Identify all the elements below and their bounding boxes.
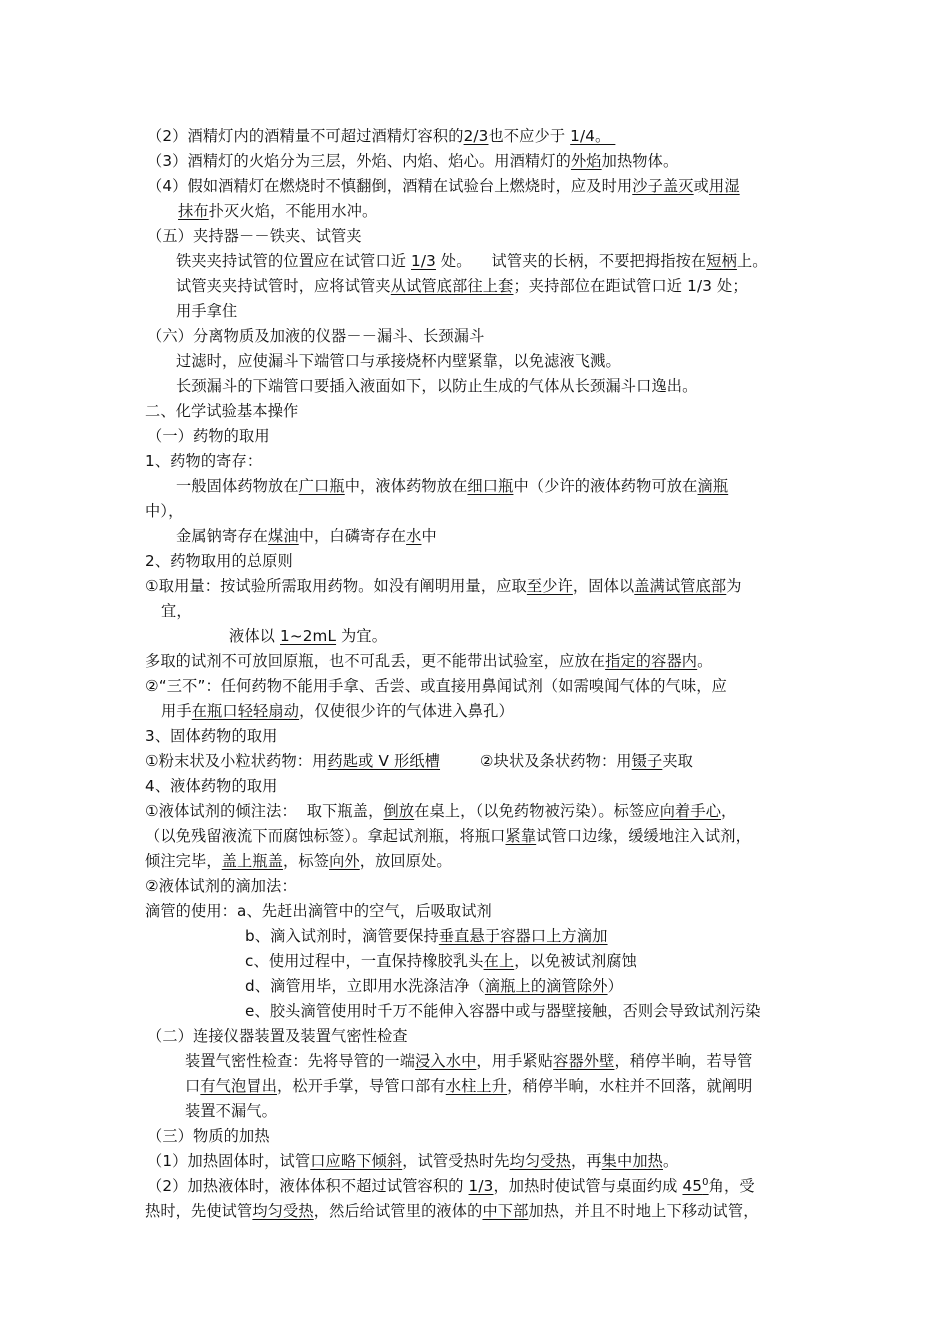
text-run: ，然后给试管里的液体的 (313, 1202, 483, 1220)
text-run: 在桌上，（以免药物被污染）。标签应 (414, 802, 660, 820)
text-line (145, 674, 727, 698)
text-run: ，标签 (283, 852, 330, 870)
text-run: 过滤时，应使漏斗下端管口与承接烧杯内壁紧靠，以免滤液飞溅。 (176, 352, 621, 370)
text-run: ， (721, 802, 737, 820)
text-run: ，仅使很少许的气体进入鼻孔） (299, 702, 514, 720)
text-run: 倾注完毕， (145, 852, 222, 870)
text-run: ，松开手掌，导管口部有 (277, 1077, 446, 1095)
text-line (145, 849, 452, 873)
underlined-text: 水柱上升 (445, 1077, 508, 1095)
text-run: ，稍停半晌，若导管 (614, 1052, 753, 1070)
text-line (147, 1024, 408, 1048)
text-run: 二、化学试验基本操作 (145, 402, 299, 420)
underlined-text: 向着手心 (659, 802, 722, 820)
text-run: 一般固体药物放在 (176, 477, 299, 495)
text-run: 中 (421, 527, 437, 545)
underlined-text: 1~2mL (280, 627, 337, 645)
text-run: ，放回原处。 (359, 852, 452, 870)
text-run: 加热物体。 (601, 152, 679, 170)
text-run: ，再 (570, 1152, 602, 1170)
text-run: 扑灭火焰，不能用水冲。 (208, 202, 378, 220)
underlined-text: 均匀受热 (509, 1152, 571, 1170)
underlined-text: 广口瓶 (298, 477, 345, 495)
text-run: ②“三不”：任何药物不能用手拿、舌尝、或直接用鼻闻试剂（如需嗅闻气体的气味，应 (145, 677, 727, 695)
text-run: （二）连接仪器装置及装置气密性检查 (147, 1027, 408, 1045)
underlined-text: 垂直悬于容器口上方滴加 (438, 927, 608, 945)
text-line (176, 474, 728, 498)
text-line (145, 774, 278, 798)
underlined-text: 用湿 (708, 177, 740, 195)
underlined-text: 外焰 (570, 152, 602, 170)
underlined-text: 煤油 (268, 527, 299, 545)
text-run: 装置气密性检查：先将导管的一端 (185, 1052, 416, 1070)
text-run: ，加热时使试管与桌面约成 (493, 1177, 683, 1195)
text-run: （一）药物的取用 (147, 427, 270, 445)
text-line (176, 299, 237, 323)
text-run: 为 (726, 577, 742, 595)
text-line (176, 249, 768, 273)
underlined-text: 1/3 (411, 252, 436, 270)
underlined-text: 口应略下倾斜 (310, 1152, 403, 1170)
text-run: 金属钠寄存在 (176, 527, 269, 545)
text-line (245, 924, 608, 948)
underlined-text: 向外 (329, 852, 360, 870)
text-run: 长颈漏斗的下端管口要插入液面如下，以防止生成的气体从长颈漏斗口逸出。 (176, 377, 698, 395)
underlined-text: 集中加热 (601, 1152, 664, 1170)
text-run: （3）酒精灯的火焰分为三层，外焰、内焰、焰心。用酒精灯的 (147, 152, 571, 170)
text-run: 或 (693, 177, 709, 195)
text-line (145, 874, 297, 898)
underlined-text: 滴瓶 (697, 477, 729, 495)
text-line (145, 1199, 759, 1223)
text-line (145, 799, 736, 823)
text-run: 用手拿住 (176, 302, 238, 320)
text-line (145, 899, 492, 923)
text-line (145, 549, 293, 573)
text-run: 用手 (161, 702, 192, 720)
text-run: 。 (663, 1152, 679, 1170)
text-run: （2）加热液体时，液体体积不超过试管容积的 (147, 1177, 469, 1195)
text-line (145, 399, 298, 423)
underlined-text: 容器外壁 (553, 1052, 615, 1070)
text-run: ①取用量：按试验所需取用药物。如没有阐明用量，应取 (145, 577, 527, 595)
text-run: 加热，并且不时地上下移动试管， (528, 1202, 759, 1220)
text-run: （1）加热固体时，试管 (147, 1152, 311, 1170)
text-run: 角，受 (708, 1177, 755, 1195)
text-run: 口 (185, 1077, 201, 1095)
text-run: 夹取 (662, 752, 694, 770)
text-line (145, 724, 278, 748)
text-run: ①液体试剂的倾注法： 取下瓶盖， (145, 802, 384, 820)
text-line (229, 624, 387, 648)
underlined-text: 均匀受热 (252, 1202, 314, 1220)
text-line (145, 574, 742, 598)
text-run: 也不应少于 (488, 127, 571, 145)
text-run: 中，液体药物放在 (344, 477, 468, 495)
underlined-text: 盖满试管底部 (634, 577, 727, 595)
text-run: 。 (697, 652, 713, 670)
text-line (185, 1074, 753, 1098)
underlined-text: 抹布 (178, 202, 209, 220)
text-line (147, 424, 270, 448)
underlined-text: 浸入水中 (415, 1052, 477, 1070)
text-run: e、胶头滴管使用时千万不能伸入容器中或与器壁接触，否则会导致试剂污染 (245, 1002, 761, 1020)
text-line (147, 1149, 678, 1173)
text-line (147, 224, 362, 248)
text-line (176, 274, 748, 298)
text-run: 铁夹夹持试管的位置应在试管口近 (176, 252, 412, 270)
text-line (147, 1174, 755, 1198)
text-line (161, 599, 192, 623)
underlined-text: 至少许 (526, 577, 573, 595)
text-line (245, 949, 637, 973)
text-run: 处。 试管夹的长柄，不要把拇指按在 (435, 252, 707, 270)
text-run: 试管口边缘，缓缓地注入试剂， (536, 827, 751, 845)
text-run: 液体以 (229, 627, 280, 645)
text-line (176, 374, 697, 398)
text-run: ②液体试剂的滴加法： (145, 877, 297, 895)
text-run: ，试管受热时先 (402, 1152, 510, 1170)
text-run: （五）夹持器－－铁夹、试管夹 (147, 227, 362, 245)
underlined-text: 盖上瓶盖 (221, 852, 284, 870)
text-line (147, 124, 615, 148)
text-run: ①粉末状及小粒状药物：用 (145, 752, 328, 770)
underlined-text: 药匙或 V 形纸槽 (327, 752, 441, 770)
text-run: ，用手紧贴 (476, 1052, 554, 1070)
text-line (145, 649, 713, 673)
text-line (147, 149, 678, 173)
text-run: ，固体以 (572, 577, 635, 595)
underlined-text: 在上 (483, 952, 515, 970)
text-run: （三）物质的加热 (147, 1127, 270, 1145)
underlined-text: 沙子盖灭 (632, 177, 694, 195)
underlined-text: 短柄 (706, 252, 737, 270)
text-run: 上。 (736, 252, 768, 270)
text-run: 4、液体药物的取用 (145, 777, 278, 795)
text-run: （4）假如酒精灯在燃烧时不慎翻倒，酒精在试验台上燃烧时，应及时用 (147, 177, 633, 195)
text-line (176, 524, 437, 548)
text-run: 宜， (161, 602, 192, 620)
text-line (145, 824, 751, 848)
text-run: ②块状及条状药物：用 (440, 752, 632, 770)
text-run: 试管夹夹持试管时，应将试管夹 (176, 277, 391, 295)
text-line (245, 974, 623, 998)
underlined-text: 中下部 (482, 1202, 529, 1220)
text-run: （以免残留液流下而腐蚀标签）。拿起试剂瓶，将瓶口 (145, 827, 506, 845)
underlined-text: 1/3 (468, 1177, 494, 1195)
text-run: ，以免被试剂腐蚀 (514, 952, 637, 970)
text-line (147, 174, 740, 198)
underlined-text: 2/3 (463, 127, 489, 145)
text-run: ；夹持部位在距试管口近 1/3 处； (513, 277, 748, 295)
text-line (176, 349, 621, 373)
text-line (245, 999, 761, 1023)
text-line (145, 449, 262, 473)
text-run: （六）分离物质及加液的仪器－－漏斗、长颈漏斗 (147, 327, 485, 345)
underlined-text: 在瓶口轻轻扇动 (191, 702, 300, 720)
underlined-text: 镊子 (631, 752, 663, 770)
underlined-text: 指定的容器内 (605, 652, 698, 670)
underlined-text: 有气泡冒出 (200, 1077, 278, 1095)
text-run: 为宜。 (336, 627, 388, 645)
text-run: 中（少许的液体药物可放在 (513, 477, 698, 495)
text-run: c、使用过程中，一直保持橡胶乳头 (245, 952, 484, 970)
text-run: 2、药物取用的总原则 (145, 552, 293, 570)
text-run: （2）酒精灯内的酒精量不可超过酒精灯容积的 (147, 127, 464, 145)
text-run: ，稍停半晌，水柱并不回落，就阐明 (507, 1077, 753, 1095)
text-line (178, 199, 377, 223)
text-run: 中，白磷寄存在 (298, 527, 407, 545)
text-line (147, 1124, 270, 1148)
text-run: 滴管的使用：a、先赶出滴管中的空气，后吸取试剂 (145, 902, 492, 920)
underlined-text: $45^0$ (682, 1177, 709, 1195)
text-run: 3、固体药物的取用 (145, 727, 278, 745)
underlined-text: 细口瓶 (467, 477, 514, 495)
text-line (185, 1049, 753, 1073)
text-line (161, 699, 514, 723)
text-run: 多取的试剂不可放回原瓶，也不可乱丢，更不能带出试验室，应放在 (145, 652, 606, 670)
text-run: ） (607, 977, 623, 995)
text-line (185, 1099, 277, 1123)
text-run: b、滴入试剂时，滴管要保持 (245, 927, 439, 945)
underlined-text: 倒放 (383, 802, 415, 820)
underlined-text: 从试管底部往上套 (390, 277, 514, 295)
text-run: 热时，先使试管 (145, 1202, 253, 1220)
text-line (145, 499, 183, 523)
underlined-text: 1/4。 (570, 127, 616, 145)
text-run: 中）， (145, 502, 184, 520)
superscript: 0 (702, 1177, 709, 1188)
underlined-text: 水 (406, 527, 422, 545)
text-line (145, 749, 693, 773)
text-run: 装置不漏气。 (185, 1102, 278, 1120)
text-run: 1、药物的寄存： (145, 452, 263, 470)
text-line (147, 324, 484, 348)
underlined-text: 滴瓶上的滴管除外 (484, 977, 608, 995)
underlined-text: 紧靠 (505, 827, 537, 845)
text-run: d、滴管用毕，立即用水洗涤洁净（ (245, 977, 485, 995)
